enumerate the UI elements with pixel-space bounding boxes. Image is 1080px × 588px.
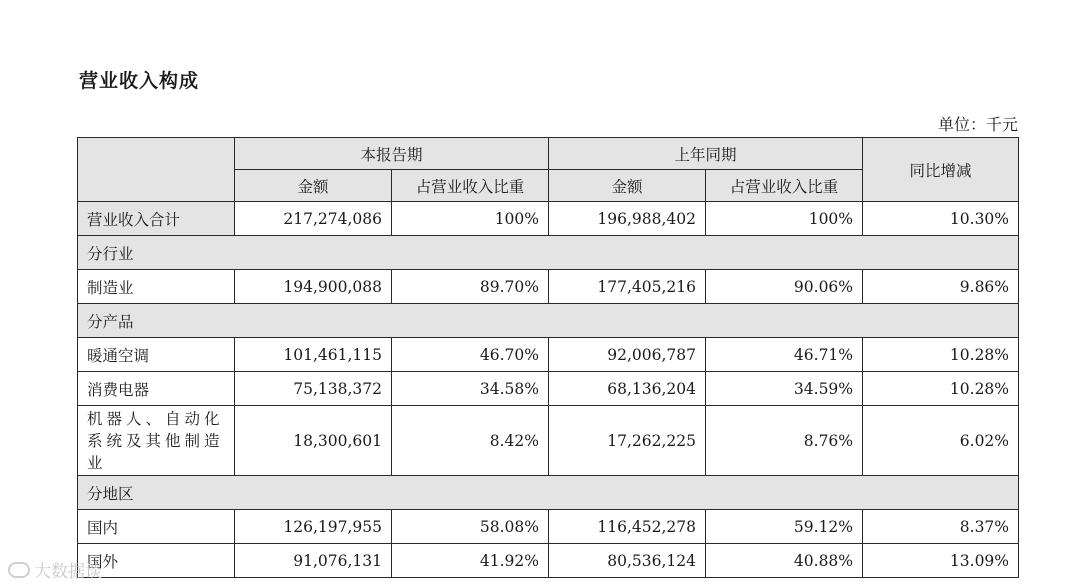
prior-amount-cell: 116,452,278 (549, 510, 706, 544)
yoy-cell: 10.28% (863, 338, 1019, 372)
row-label: 国外 (78, 544, 235, 578)
row-label: 机器人、自动化系统及其他制造业 (78, 406, 235, 476)
header-yoy: 同比增减 (863, 138, 1019, 202)
prior-ratio-cell: 46.71% (706, 338, 863, 372)
section-label: 分地区 (78, 476, 1019, 510)
yoy-cell: 8.37% (863, 510, 1019, 544)
current-ratio-cell: 8.42% (392, 406, 549, 476)
yoy-cell: 10.28% (863, 372, 1019, 406)
row-label: 国内 (78, 510, 235, 544)
yoy-cell: 10.30% (863, 202, 1019, 236)
prior-amount-cell: 177,405,216 (549, 270, 706, 304)
header-current-amount: 金额 (235, 170, 392, 202)
table-row-overseas (78, 544, 1019, 578)
current-amount-cell: 194,900,088 (235, 270, 392, 304)
revenue-composition-table (77, 137, 1019, 578)
header-current-period: 本报告期 (235, 138, 549, 170)
yoy-cell: 13.09% (863, 544, 1019, 578)
current-amount-cell: 101,461,115 (235, 338, 392, 372)
section-row-region (78, 476, 1019, 510)
prior-ratio-cell: 34.59% (706, 372, 863, 406)
prior-ratio-cell: 8.76% (706, 406, 863, 476)
prior-ratio-cell: 100% (706, 202, 863, 236)
current-ratio-cell: 41.92% (392, 544, 549, 578)
section-label: 分行业 (78, 236, 1019, 270)
current-amount-cell: 217,274,086 (235, 202, 392, 236)
prior-amount-cell: 92,006,787 (549, 338, 706, 372)
watermark-logo-icon (8, 562, 30, 578)
table-row-domestic (78, 510, 1019, 544)
watermark (8, 557, 102, 582)
prior-amount-cell: 17,262,225 (549, 406, 706, 476)
current-ratio-cell: 46.70% (392, 338, 549, 372)
current-ratio-cell: 100% (392, 202, 549, 236)
row-label: 制造业 (78, 270, 235, 304)
unit-label: 单位：千元 (937, 115, 1018, 134)
prior-amount-cell: 80,536,124 (549, 544, 706, 578)
row-label: 消费电器 (78, 372, 235, 406)
row-label: 营业收入合计 (78, 202, 235, 236)
current-amount-cell: 91,076,131 (235, 544, 392, 578)
current-amount-cell: 18,300,601 (235, 406, 392, 476)
header-prior-amount: 金额 (549, 170, 706, 202)
current-ratio-cell: 89.70% (392, 270, 549, 304)
current-amount-cell: 126,197,955 (235, 510, 392, 544)
table-row-robotics (78, 406, 1019, 476)
section-label: 分产品 (78, 304, 1019, 338)
table-row-consumer (78, 372, 1019, 406)
page-title: 营业收入构成 (79, 70, 200, 92)
prior-amount-cell: 68,136,204 (549, 372, 706, 406)
current-ratio-cell: 34.58% (392, 372, 549, 406)
header-prior-ratio: 占营业收入比重 (706, 170, 863, 202)
header-blank-cell (78, 138, 235, 202)
prior-ratio-cell: 40.88% (706, 544, 863, 578)
prior-ratio-cell: 90.06% (706, 270, 863, 304)
yoy-cell: 9.86% (863, 270, 1019, 304)
yoy-cell: 6.02% (863, 406, 1019, 476)
header-current-ratio: 占营业收入比重 (392, 170, 549, 202)
watermark-text: 大数据谈 (34, 562, 102, 582)
section-row-product (78, 304, 1019, 338)
prior-ratio-cell: 59.12% (706, 510, 863, 544)
table-row-hvac (78, 338, 1019, 372)
current-amount-cell: 75,138,372 (235, 372, 392, 406)
table-row-total (78, 202, 1019, 236)
header-prior-period: 上年同期 (549, 138, 863, 170)
row-label: 暖通空调 (78, 338, 235, 372)
prior-amount-cell: 196,988,402 (549, 202, 706, 236)
table-row-manufacturing (78, 270, 1019, 304)
section-row-industry (78, 236, 1019, 270)
current-ratio-cell: 58.08% (392, 510, 549, 544)
